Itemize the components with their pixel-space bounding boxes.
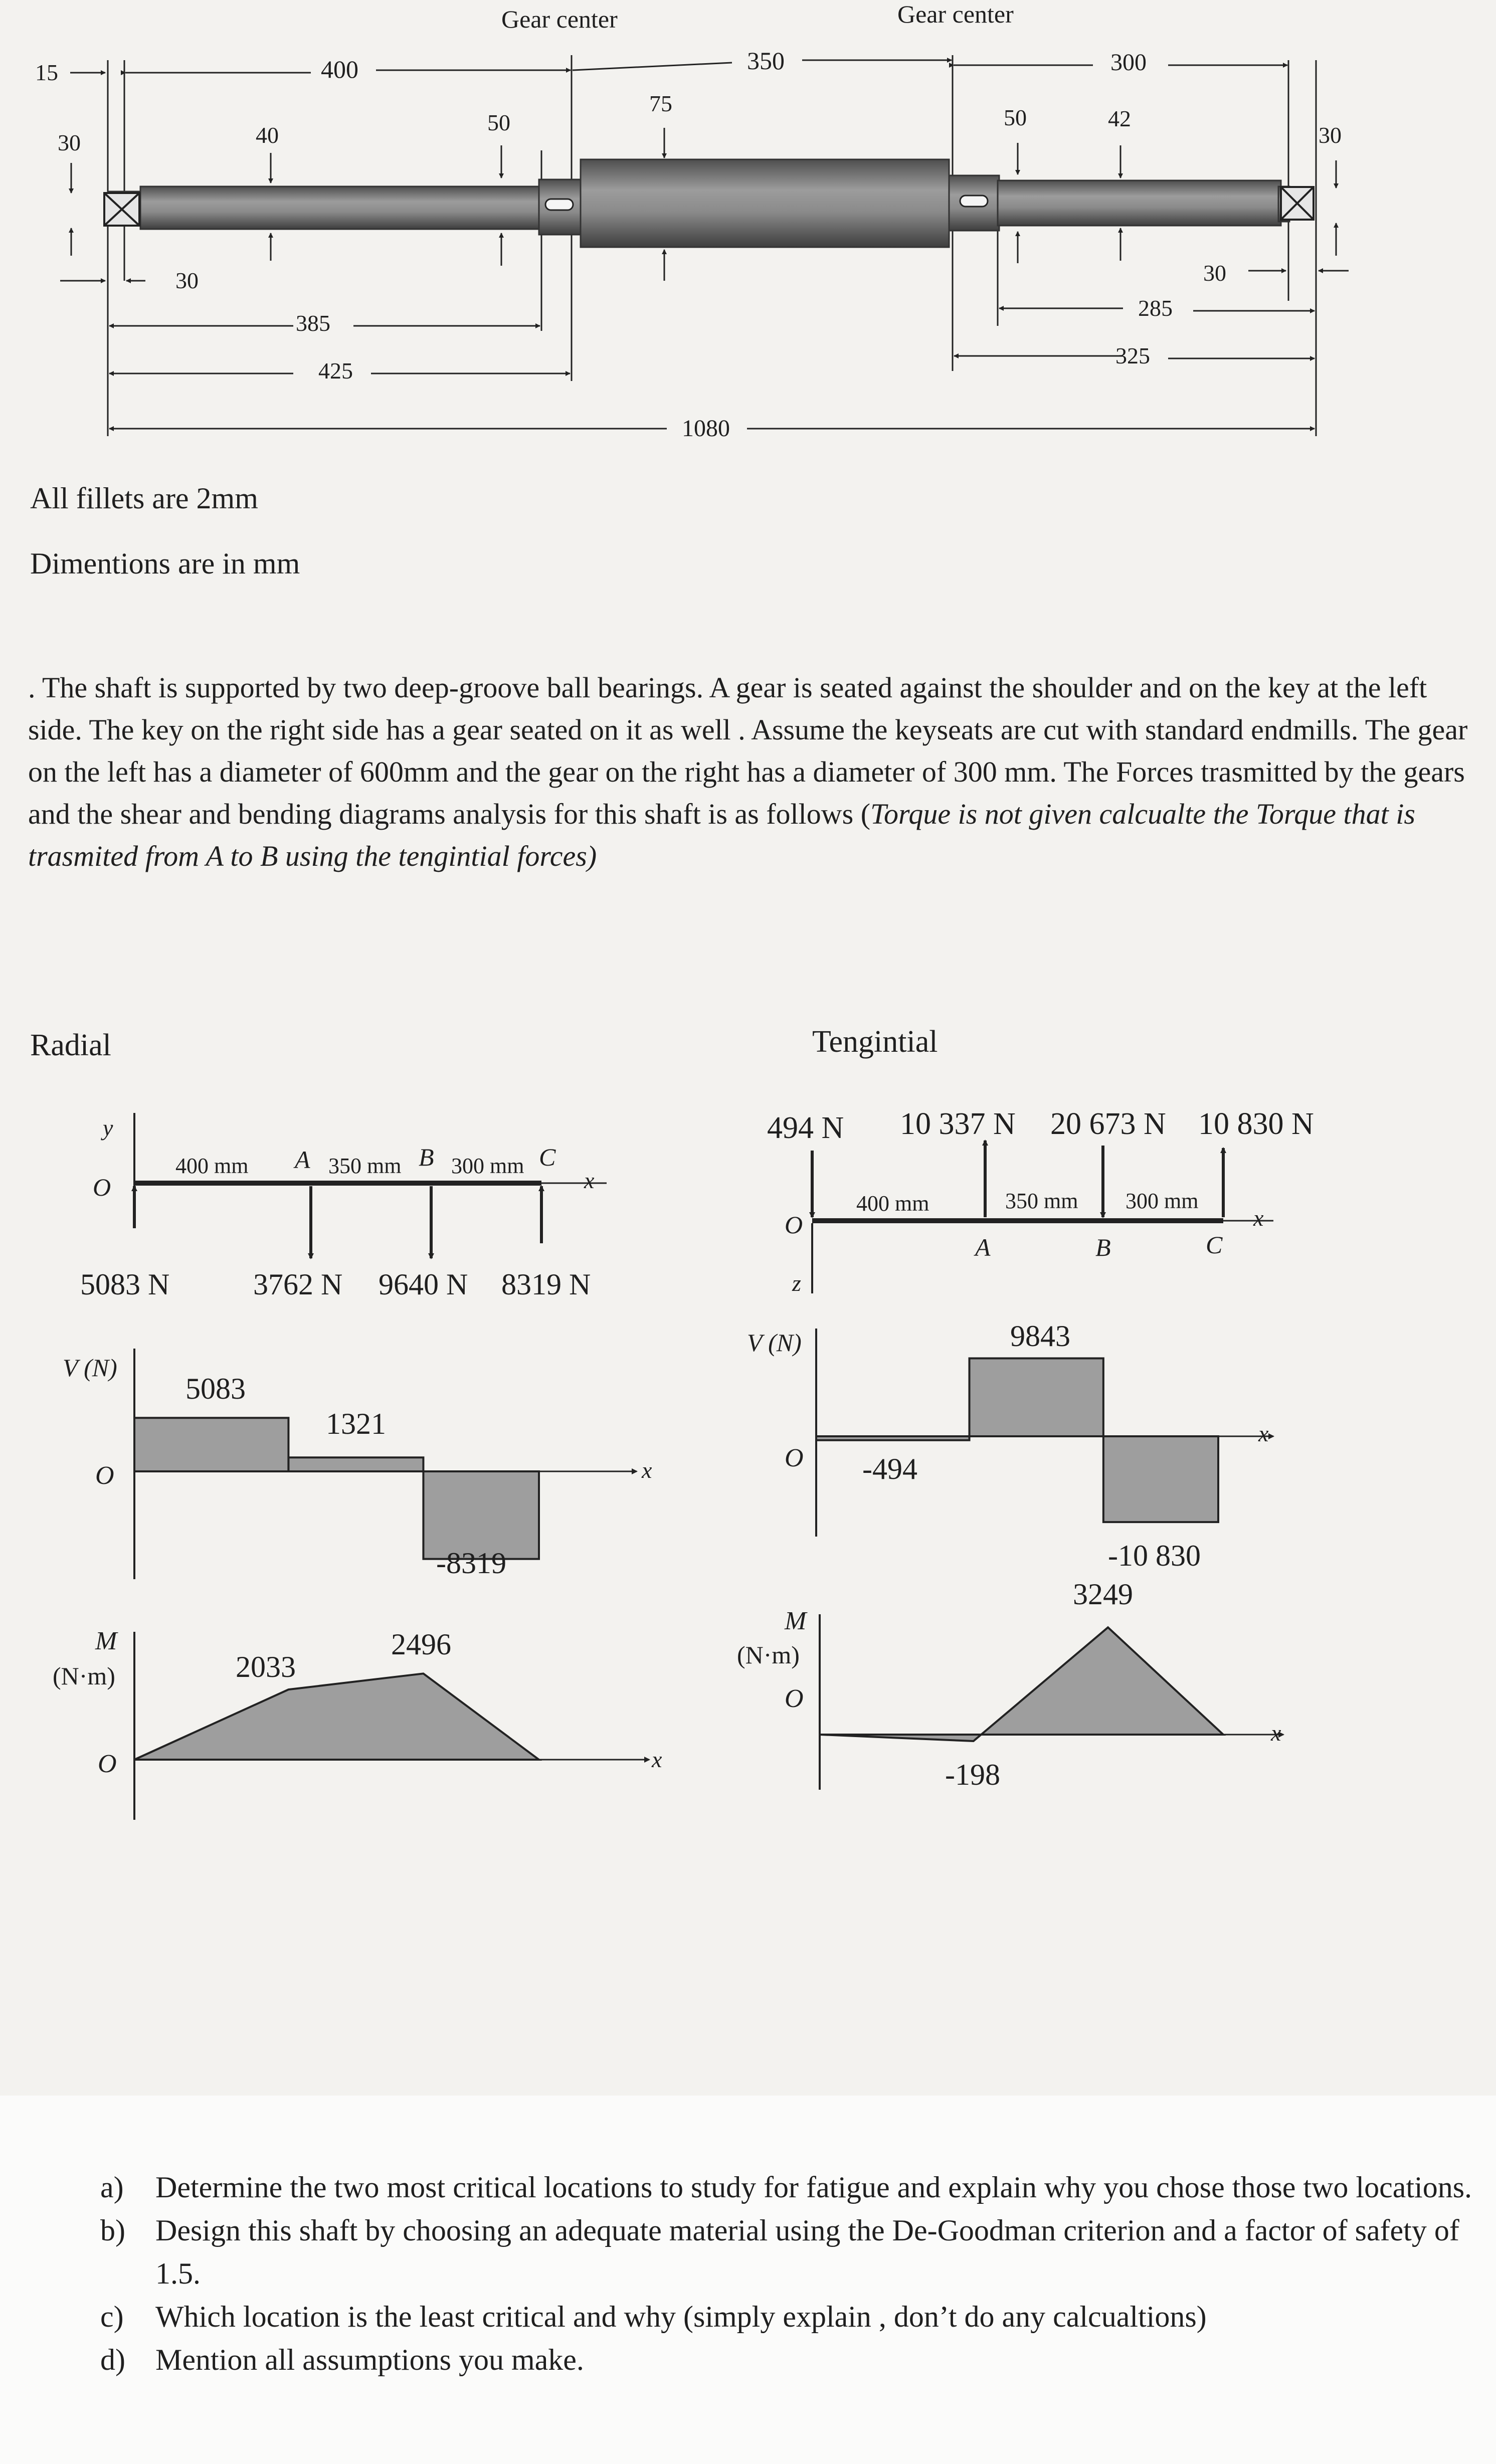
dim-42: 42 [1108, 106, 1131, 131]
radial-moment-axis-label: M [95, 1627, 117, 1655]
question-text: Which location is the least critical and why (simply explain , don’t do any calcualtions) [155, 2300, 1207, 2333]
gear-center-left-label: Gear center [501, 5, 618, 33]
tangential-shear-diagram [816, 1319, 1218, 1572]
shear-value-label: -8319 [436, 1547, 506, 1580]
tangential-moment-x-axis: x [1271, 1720, 1281, 1746]
radial-axis-x: x [584, 1168, 595, 1193]
dim-1080: 1080 [682, 415, 730, 442]
tangential-seg1: 400 mm [856, 1191, 929, 1216]
tangential-origin: O [785, 1211, 803, 1239]
moment-value-label: 2496 [391, 1628, 451, 1661]
shear-value-label: -10 830 [1108, 1539, 1201, 1572]
question-key: b) [100, 2214, 125, 2247]
question-key: c) [100, 2300, 124, 2333]
moment-value-label: 3249 [1073, 1578, 1133, 1611]
tangential-force-o-label: 494 N [767, 1111, 844, 1145]
tangential-axis-x: x [1253, 1205, 1264, 1231]
moment-value-label: -198 [945, 1758, 1000, 1791]
tangential-load-diagram [812, 1141, 1273, 1293]
radial-point-c: C [539, 1143, 556, 1171]
dim-50-left: 50 [487, 110, 510, 135]
tangential-axis-z: z [792, 1270, 801, 1296]
radial-point-a: A [295, 1146, 310, 1174]
tangential-shear-zero: O [785, 1444, 804, 1472]
dim-425: 425 [318, 358, 353, 384]
radial-shear-x-axis: x [642, 1457, 652, 1483]
dim-400: 400 [321, 55, 358, 83]
shear-value-label: 1321 [326, 1407, 386, 1440]
dim-50-right: 50 [1004, 105, 1027, 130]
radial-force-b-label: 9640 N [379, 1268, 468, 1301]
dim-385: 385 [296, 310, 330, 336]
tangential-moment-diagram [820, 1578, 1223, 1791]
question-item [100, 2295, 1474, 2338]
shear-bar [134, 1418, 288, 1471]
question-key: d) [100, 2343, 125, 2376]
fillets-note: All fillets are 2mm [30, 482, 258, 515]
radial-moment-zero: O [98, 1750, 117, 1778]
radial-force-o-label: 5083 N [80, 1268, 170, 1301]
tangential-point-b: B [1095, 1233, 1111, 1261]
gear-center-right-label: Gear center [897, 0, 1014, 28]
problem-italic-text: Torque is not given calcualte the Torque that is trasmited from A to B using the tengintial forces) [28, 798, 1415, 872]
radial-force-a-label: 3762 N [253, 1268, 343, 1301]
radial-origin: O [93, 1173, 111, 1201]
question-item [100, 2166, 1474, 2209]
shear-bar [816, 1436, 970, 1440]
radial-point-b: B [419, 1143, 434, 1171]
tangential-seg2: 350 mm [1005, 1189, 1078, 1213]
dim-30-bottom-right: 30 [1203, 260, 1226, 286]
tangential-shear-axis-label: V (N) [747, 1329, 802, 1357]
radial-seg2: 350 mm [328, 1154, 402, 1178]
dim-325: 325 [1115, 343, 1150, 368]
dim-30-right: 30 [1319, 122, 1342, 148]
radial-seg1: 400 mm [175, 1154, 249, 1178]
tangential-title: Tengintial [812, 1025, 938, 1059]
radial-seg3: 300 mm [451, 1154, 524, 1178]
radial-moment-x-axis: x [652, 1747, 662, 1772]
tangential-shear-x-axis: x [1258, 1421, 1269, 1446]
moment-area [134, 1673, 539, 1760]
questions-list [100, 2166, 1474, 2381]
shear-bar [1103, 1436, 1218, 1522]
moment-area [820, 1627, 1223, 1741]
radial-moment-unit: (N·m) [53, 1662, 115, 1690]
tangential-point-c: C [1206, 1231, 1223, 1259]
tangential-moment-unit: (N·m) [737, 1641, 800, 1669]
dim-30-left: 30 [58, 130, 81, 155]
dim-75: 75 [649, 91, 672, 116]
radial-title: Radial [30, 1028, 111, 1062]
tangential-moment-axis-label: M [785, 1607, 807, 1635]
shear-value-label: -494 [862, 1452, 917, 1485]
question-text: Design this shaft by choosing an adequate material using the De-Goodman criterion and a factor of safety of 1.5. [155, 2214, 1459, 2290]
radial-moment-diagram [134, 1628, 539, 1760]
radial-shear-diagram [134, 1372, 539, 1580]
radial-shear-axis-label: V (N) [63, 1354, 117, 1382]
dim-300: 300 [1110, 49, 1147, 76]
dim-350: 350 [747, 47, 785, 75]
tangential-force-b-label: 20 673 N [1050, 1107, 1166, 1141]
question-item [100, 2338, 1474, 2381]
shear-value-label: 9843 [1010, 1319, 1070, 1353]
dim-15: 15 [35, 60, 58, 85]
dim-40: 40 [256, 122, 279, 148]
question-key: a) [100, 2171, 124, 2204]
question-item [100, 2209, 1474, 2295]
tangential-moment-zero: O [785, 1684, 804, 1713]
dim-30-bottom-left: 30 [175, 268, 199, 293]
tangential-seg3: 300 mm [1126, 1189, 1199, 1213]
dim-285: 285 [1138, 295, 1173, 321]
problem-text: . The shaft is supported by two deep-groove ball bearings. A gear is seated against the shoulder and on the key at the left side. The key on the right side has a gear seated on it as well . Assume the keyseats are cut with standard endmills. The gear on the left has a diameter of 600mm and the gear on the right has a diameter of 300 mm. The Forces trasmitted by the gears and the shear and bending diagrams analysis for this shaft is as follows ( [28, 671, 1468, 830]
shear-bar [423, 1471, 539, 1559]
question-text: Mention all assumptions you make. [155, 2343, 584, 2376]
radial-shear-zero: O [95, 1461, 114, 1490]
shear-value-label: 5083 [185, 1372, 246, 1405]
tangential-force-a-label: 10 337 N [900, 1107, 1016, 1141]
radial-load-diagram [134, 1113, 607, 1258]
tangential-force-c-label: 10 830 N [1198, 1107, 1314, 1141]
question-text: Determine the two most critical locations to study for fatigue and explain why you chose those two locations. [155, 2171, 1472, 2204]
dimensions-note: Dimentions are in mm [30, 547, 300, 580]
moment-value-label: 2033 [236, 1650, 296, 1683]
shear-bar [288, 1457, 423, 1471]
radial-force-c-label: 8319 N [501, 1268, 591, 1301]
shear-bar [970, 1358, 1103, 1436]
radial-axis-y: y [103, 1115, 113, 1141]
tangential-point-a: A [975, 1233, 991, 1261]
